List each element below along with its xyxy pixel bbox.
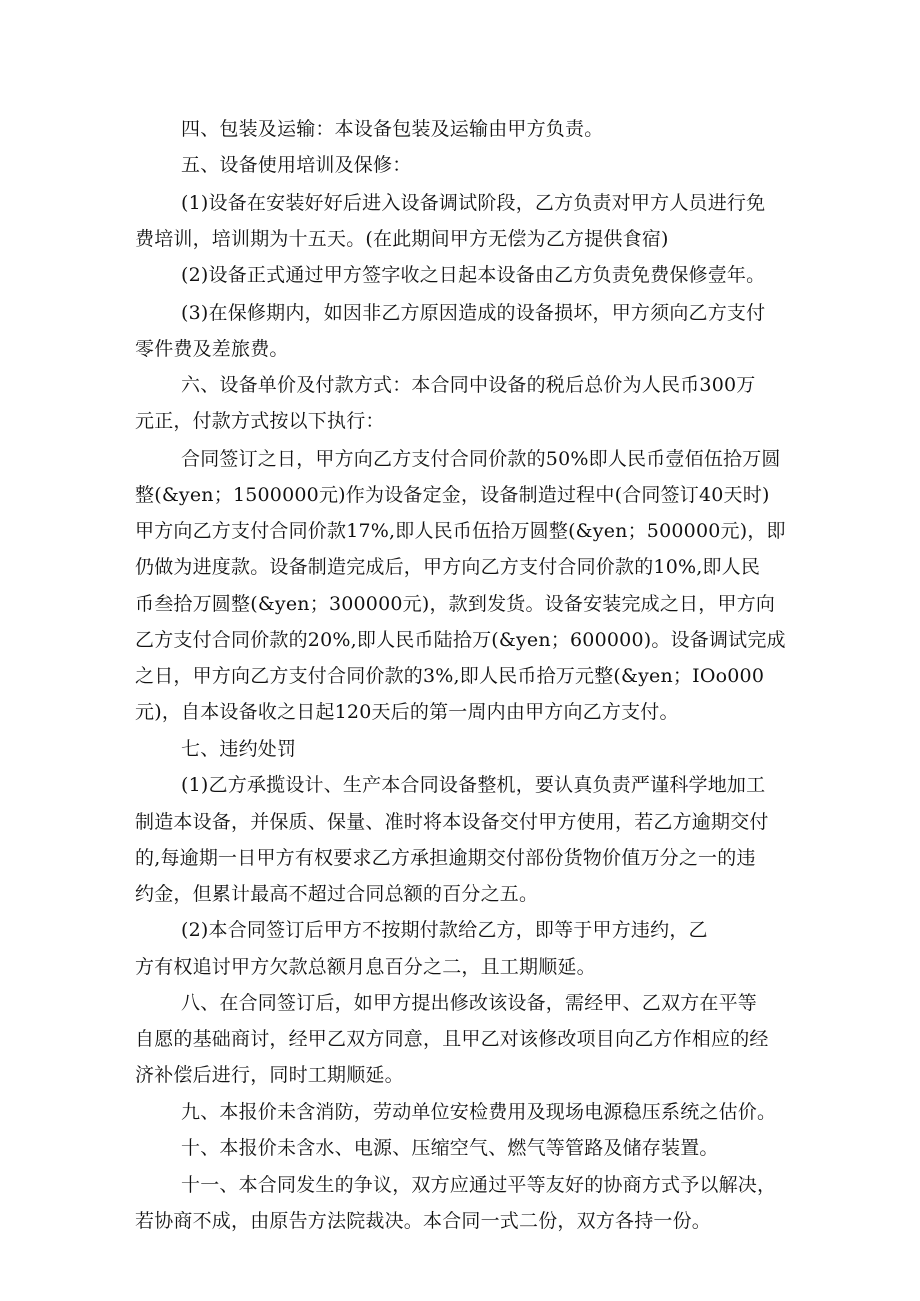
text-line: 约金，但累计最高不超过合同总额的百分之五。 bbox=[135, 883, 539, 905]
text-line: (1)设备在安装好好后进入设备调试阶段，乙方负责对甲方人员进行免 bbox=[181, 192, 766, 214]
text-line: 自愿的基础商讨，经甲乙双方同意，且甲乙对该修改项目向乙方作相应的经 bbox=[135, 1028, 769, 1050]
text-line: 八、在合同签订后，如甲方提出修改该设备，需经甲、乙双方在平等 bbox=[181, 992, 758, 1014]
text-line: (1)乙方承揽设计、生产本合同设备整机，要认真负责严谨科学地加工 bbox=[181, 774, 766, 796]
text-line: 甲方向乙方支付合同价款17%,即人民币伍拾万圆整(&yen；500000元)，即 bbox=[135, 520, 786, 542]
text-line: 六、设备单价及付款方式：本合同中设备的税后总价为人民币300万 bbox=[181, 374, 756, 396]
text-line: 零件费及差旅费。 bbox=[135, 338, 289, 360]
text-line: 十、本报价未含水、电源、压缩空气、燃气等管路及储存装置。 bbox=[181, 1137, 719, 1159]
text-line: 十一、本合同发生的争议，双方应通过平等友好的协商方式予以解决， bbox=[181, 1174, 777, 1196]
text-line: (3)在保修期内，如因非乙方原因造成的设备损坏，甲方须向乙方支付 bbox=[181, 302, 766, 324]
text-line: 乙方支付合同价款的20%,即人民币陆拾万(&yen；600000)。设备调试完成 bbox=[135, 629, 786, 651]
text-line: 方有权追讨甲方欠款总额月息百分之二，且工期顺延。 bbox=[135, 956, 596, 978]
text-line: 之日，甲方向乙方支付合同价款的3%,即人民币拾万元整(&yen；IOo000 bbox=[135, 665, 765, 687]
text-line: 四、包装及运输：本设备包装及运输由甲方负责。 bbox=[181, 118, 604, 140]
text-line: 元正，付款方式按以下执行： bbox=[135, 410, 385, 432]
text-line: 整(&yen；1500000元)作为设备定金，设备制造过程中(合同签订40天时) bbox=[135, 484, 770, 506]
text-line: 七、违约处罚 bbox=[181, 738, 297, 760]
text-line: 费培训，培训期为十五天。(在此期间甲方无偿为乙方提供食宿) bbox=[135, 228, 669, 250]
text-line: 元)，自本设备收之日起120天后的第一周内由甲方向乙方支付。 bbox=[135, 701, 679, 723]
text-line: 济补偿后进行，同时工期顺延。 bbox=[135, 1064, 404, 1086]
text-line: 九、本报价未含消防，劳动单位安检费用及现场电源稳压系统之估价。 bbox=[181, 1101, 777, 1123]
text-line: (2)设备正式通过甲方签字收之日起本设备由乙方负责免费保修壹年。 bbox=[181, 264, 766, 286]
text-line: 的,每逾期一日甲方有权要求乙方承担逾期交付部份货物价值万分之一的违 bbox=[135, 847, 756, 869]
text-line: 五、设备使用培训及保修： bbox=[181, 154, 412, 176]
text-line: 制造本设备，并保质、保量、准时将本设备交付甲方使用，若乙方逾期交付 bbox=[135, 811, 769, 833]
text-line: (2)本合同签订后甲方不按期付款给乙方，即等于甲方违约，乙 bbox=[181, 919, 708, 941]
text-line: 若协商不成，由原告方法院裁决。本合同一式二份，双方各持一份。 bbox=[135, 1210, 712, 1232]
text-line: 币叁拾万圆整(&yen；300000元)，款到发货。设备安装完成之日，甲方向 bbox=[135, 593, 776, 615]
text-line: 合同签订之日，甲方向乙方支付合同价款的50%即人民币壹佰伍拾万圆 bbox=[181, 448, 781, 470]
text-line: 仍做为进度款。设备制造完成后，甲方向乙方支付合同价款的10%,即人民 bbox=[135, 556, 761, 578]
